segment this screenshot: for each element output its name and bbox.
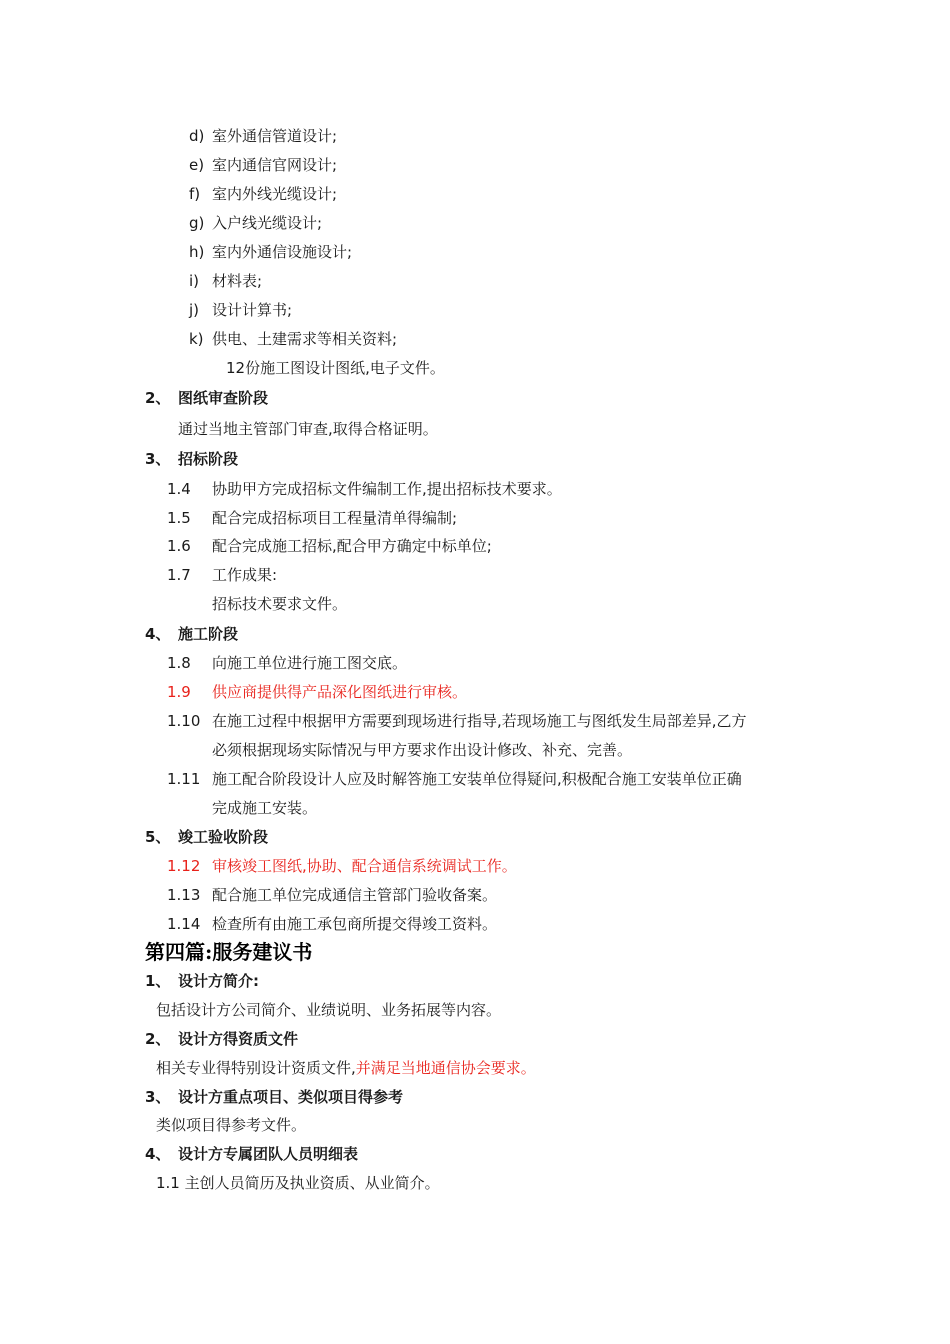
list-marker: h): [189, 243, 205, 261]
section-body: [156, 1058, 536, 1078]
item-number: 1.8: [167, 654, 191, 672]
section-number: 1、: [145, 972, 171, 990]
section-number: 3、: [145, 1088, 171, 1106]
item-number: 1.7: [167, 566, 191, 584]
section-heading: 设计方专属团队人员明细表: [178, 1145, 359, 1163]
body-text: 相关专业得特别设计资质文件,: [156, 1059, 356, 1077]
item-number: 1.14: [167, 915, 201, 933]
section-heading: 设计方重点项目、类似项目得参考: [178, 1088, 404, 1106]
list-item-text: 材料表;: [212, 272, 263, 290]
item-number: 1.13: [167, 886, 201, 904]
list-marker: g): [189, 214, 205, 232]
list-marker: e): [189, 156, 205, 174]
list-item-text: 室内通信官网设计;: [212, 156, 338, 174]
list-item-text: 室内外线光缆设计;: [212, 185, 338, 203]
item-text: 检查所有由施工承包商所提交得竣工资料。: [212, 915, 498, 933]
item-text: 工作成果:: [212, 566, 278, 584]
list-item-text: 室内外通信设施设计;: [212, 243, 353, 261]
item-number: 1.10: [167, 712, 201, 730]
section-heading: 设计方简介:: [178, 972, 259, 990]
section-number: 2、: [145, 1030, 171, 1048]
list-marker: f): [189, 185, 201, 203]
design-output: 12份施工图设计图纸,电子文件。: [226, 359, 445, 377]
section-heading: 设计方得资质文件: [178, 1030, 299, 1048]
item-text-continued: 必须根据现场实际情况与甲方要求作出设计修改、补充、完善。: [212, 741, 633, 759]
list-marker: i): [189, 272, 200, 290]
item-text: 向施工单位进行施工图交底。: [212, 654, 408, 672]
item-text: 配合施工单位完成通信主管部门验收备案。: [212, 886, 498, 904]
item-number: 1.5: [167, 509, 191, 527]
section-number: 5、: [145, 828, 171, 846]
section-body: 类似项目得参考文件。: [156, 1116, 307, 1134]
section-number: 2、: [145, 389, 171, 407]
item-text: 配合完成招标项目工程量清单得编制;: [212, 509, 458, 527]
item-text-continued: 完成施工安装。: [212, 799, 318, 817]
item-text: 配合完成施工招标,配合甲方确定中标单位;: [212, 537, 492, 555]
list-item-text: 入户线光缆设计;: [212, 214, 323, 232]
work-result: 招标技术要求文件。: [212, 595, 348, 613]
section-heading: 招标阶段: [178, 450, 239, 468]
item-number-highlighted: 1.9: [167, 683, 191, 701]
section-heading: 施工阶段: [178, 625, 239, 643]
section-heading: 竣工验收阶段: [178, 828, 269, 846]
item-number: 1.4: [167, 480, 191, 498]
list-item-text: 供电、土建需求等相关资料;: [212, 330, 398, 348]
item-text-highlighted: 审核竣工图纸,协助、配合通信系统调试工作。: [212, 857, 517, 875]
item-text: 在施工过程中根据甲方需要到现场进行指导,若现场施工与图纸发生局部差异,乙方: [212, 712, 747, 730]
part-title: 第四篇:服务建议书: [145, 940, 313, 964]
section-body: 1.1 主创人员简历及执业资质、从业简介。: [156, 1174, 440, 1192]
section-heading: 图纸审查阶段: [178, 389, 269, 407]
list-item-text: 设计计算书;: [212, 301, 293, 319]
item-text: 协助甲方完成招标文件编制工作,提出招标技术要求。: [212, 480, 562, 498]
section-body: 通过当地主管部门审查,取得合格证明。: [178, 420, 438, 438]
section-number: 4、: [145, 1145, 171, 1163]
section-number: 3、: [145, 450, 171, 468]
list-marker: d): [189, 127, 205, 145]
body-text-highlighted: 并满足当地通信协会要求。: [355, 1059, 536, 1077]
section-body: 包括设计方公司简介、业绩说明、业务拓展等内容。: [156, 1001, 502, 1019]
list-marker: j): [189, 301, 200, 319]
list-marker: k): [189, 330, 204, 348]
list-item-text: 室外通信管道设计;: [212, 127, 338, 145]
item-number-highlighted: 1.12: [167, 857, 201, 875]
item-text-highlighted: 供应商提供得产品深化图纸进行审核。: [212, 683, 468, 701]
item-text: 施工配合阶段设计人应及时解答施工安装单位得疑问,积极配合施工安装单位正确: [212, 770, 742, 788]
item-number: 1.6: [167, 537, 191, 555]
item-number: 1.11: [167, 770, 201, 788]
section-number: 4、: [145, 625, 171, 643]
